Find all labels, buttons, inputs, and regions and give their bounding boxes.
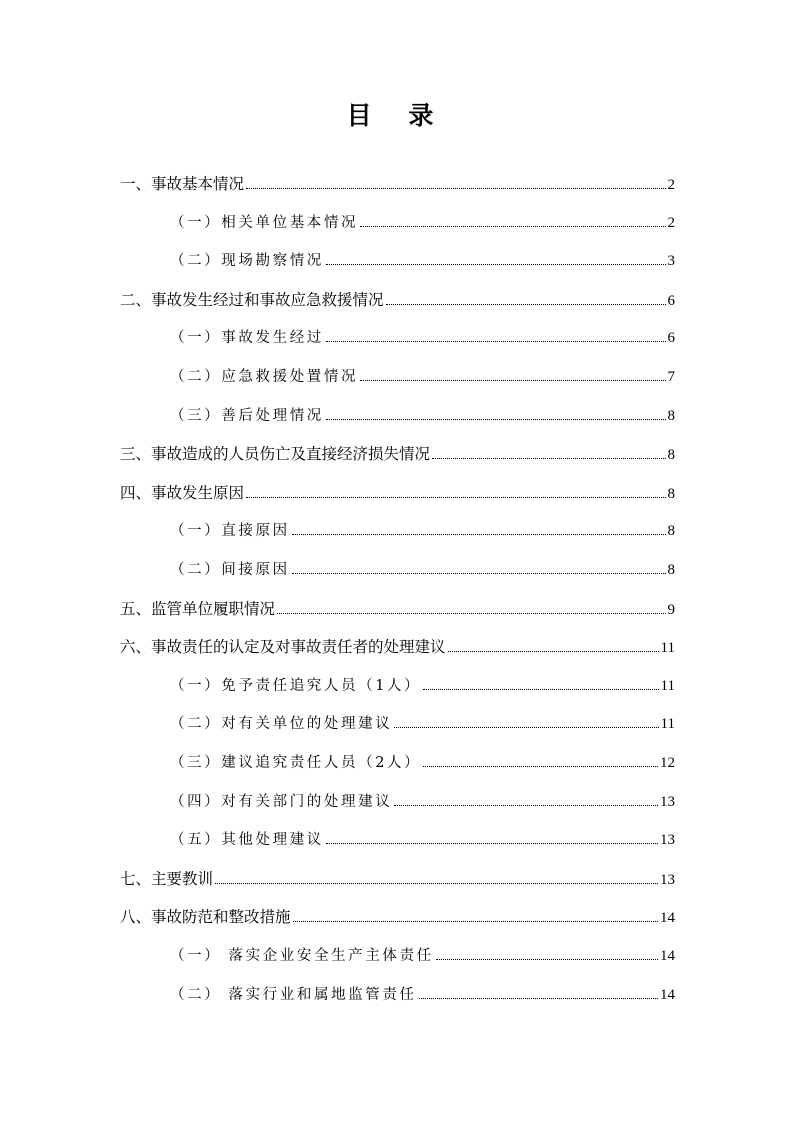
toc-page-number: 8 bbox=[667, 562, 675, 578]
toc-entry-text: 四、事故发生原因 bbox=[120, 483, 245, 502]
dot-leader bbox=[394, 726, 658, 728]
toc-page-number: 8 bbox=[667, 485, 675, 502]
toc-entry-text: 一、事故基本情况 bbox=[120, 175, 245, 193]
dot-leader bbox=[386, 303, 666, 305]
toc-section-entry[interactable] bbox=[120, 596, 675, 622]
dot-leader bbox=[432, 457, 665, 459]
toc-entry-text: （五）其他处理建议 bbox=[170, 832, 324, 849]
toc-page-number: 8 bbox=[667, 523, 675, 540]
toc-subsection-entry[interactable] bbox=[170, 711, 675, 737]
dot-leader bbox=[277, 612, 665, 614]
dot-leader bbox=[436, 958, 658, 960]
toc-section-entry[interactable] bbox=[120, 904, 675, 930]
toc-entry-text: 六、事故责任的认定及对事故责任者的处理建议 bbox=[120, 638, 446, 657]
toc-page-number: 14 bbox=[660, 948, 675, 964]
toc-subsection-entry[interactable] bbox=[170, 827, 675, 853]
toc-page-number: 13 bbox=[660, 832, 675, 849]
dot-leader bbox=[326, 842, 658, 844]
toc-subsection-entry[interactable] bbox=[170, 750, 675, 776]
dot-leader bbox=[326, 340, 666, 342]
toc-section-entry[interactable] bbox=[120, 441, 675, 467]
toc-page-number: 11 bbox=[660, 716, 675, 733]
dot-leader bbox=[360, 379, 665, 381]
dot-leader bbox=[448, 650, 659, 652]
toc-entry-text: 二、事故发生经过和事故应急救援情况 bbox=[120, 290, 384, 309]
toc-entry-text: （二）对有关单位的处理建议 bbox=[170, 716, 393, 733]
dot-leader bbox=[423, 765, 658, 767]
toc-subsection-entry[interactable] bbox=[170, 364, 675, 390]
toc-subsection-entry[interactable] bbox=[170, 789, 675, 815]
toc-entry-text: （二）应急救援处置情况 bbox=[170, 369, 359, 385]
toc-subsection-entry[interactable] bbox=[170, 673, 675, 699]
toc-entry-text: （三）建议追究责任人员（2人） bbox=[170, 755, 422, 771]
dot-leader bbox=[215, 882, 658, 884]
toc-page-number: 8 bbox=[667, 407, 675, 424]
dot-leader bbox=[293, 920, 658, 922]
toc-page-number: 9 bbox=[667, 601, 675, 618]
toc-page-number: 2 bbox=[667, 214, 675, 231]
toc-page-number: 8 bbox=[667, 447, 675, 464]
toc-subsection-entry[interactable] bbox=[170, 943, 675, 969]
toc-page-number: 2 bbox=[667, 177, 675, 193]
toc-entry-text: （四）对有关部门的处理建议 bbox=[170, 793, 393, 810]
toc-entry-text: （一）事故发生经过 bbox=[170, 330, 324, 347]
toc-page-number: 14 bbox=[660, 986, 675, 1003]
dot-leader bbox=[423, 688, 658, 690]
toc-section-entry[interactable] bbox=[120, 287, 675, 313]
toc-page-number: 6 bbox=[667, 292, 675, 309]
toc-entry-text: （二）现场勘察情况 bbox=[170, 253, 324, 270]
dot-leader bbox=[246, 496, 665, 498]
toc-page-number: 12 bbox=[660, 755, 675, 771]
toc-entry-text: （三）善后处理情况 bbox=[170, 407, 324, 424]
toc-entry-text: （一） 落实企业安全生产主体责任 bbox=[170, 948, 434, 964]
dot-leader bbox=[360, 225, 665, 227]
toc-subsection-entry[interactable] bbox=[170, 248, 675, 274]
toc-page-number: 14 bbox=[660, 910, 675, 927]
toc-entry-text: （二） 落实行业和属地监管责任 bbox=[170, 986, 417, 1003]
dot-leader bbox=[326, 263, 666, 265]
toc-subsection-entry[interactable] bbox=[170, 557, 675, 583]
toc-page-number: 7 bbox=[667, 369, 675, 385]
dot-leader bbox=[326, 418, 666, 420]
toc-entry-text: 七、主要教训 bbox=[120, 869, 214, 888]
toc-subsection-entry[interactable] bbox=[170, 982, 675, 1008]
toc-section-entry[interactable] bbox=[120, 480, 675, 506]
dot-leader bbox=[394, 804, 658, 806]
toc-entry-text: （一）免予责任追究人员（1人） bbox=[170, 677, 422, 694]
toc-section-entry[interactable] bbox=[120, 634, 675, 660]
toc-page-number: 11 bbox=[660, 677, 675, 694]
toc-page-number: 6 bbox=[667, 330, 675, 347]
toc-entry-text: （一）直接原因 bbox=[170, 523, 290, 540]
toc-page-number: 13 bbox=[660, 793, 675, 810]
toc-title: 目 录 bbox=[346, 101, 448, 130]
toc-entry-text: 五、监管单位履职情况 bbox=[120, 599, 276, 618]
dot-leader bbox=[292, 572, 666, 574]
toc-entry-text: （二）间接原因 bbox=[170, 562, 290, 578]
toc-page-number: 3 bbox=[667, 253, 675, 270]
toc-section-entry[interactable] bbox=[120, 171, 675, 197]
dot-leader bbox=[246, 187, 665, 189]
toc-entry-text: 八、事故防范和整改措施 bbox=[120, 908, 291, 927]
toc-entry-text: （一）相关单位基本情况 bbox=[170, 214, 359, 231]
toc-subsection-entry[interactable] bbox=[170, 325, 675, 351]
toc-subsection-entry[interactable] bbox=[170, 518, 675, 544]
toc-page-number: 11 bbox=[660, 640, 675, 657]
toc-section-entry[interactable] bbox=[120, 866, 675, 892]
toc-subsection-entry[interactable] bbox=[170, 210, 675, 236]
dot-leader bbox=[292, 533, 666, 535]
toc-page-number: 13 bbox=[660, 871, 675, 888]
toc-subsection-entry[interactable] bbox=[170, 403, 675, 429]
toc-entry-text: 三、事故造成的人员伤亡及直接经济损失情况 bbox=[120, 445, 431, 464]
dot-leader bbox=[419, 997, 658, 999]
